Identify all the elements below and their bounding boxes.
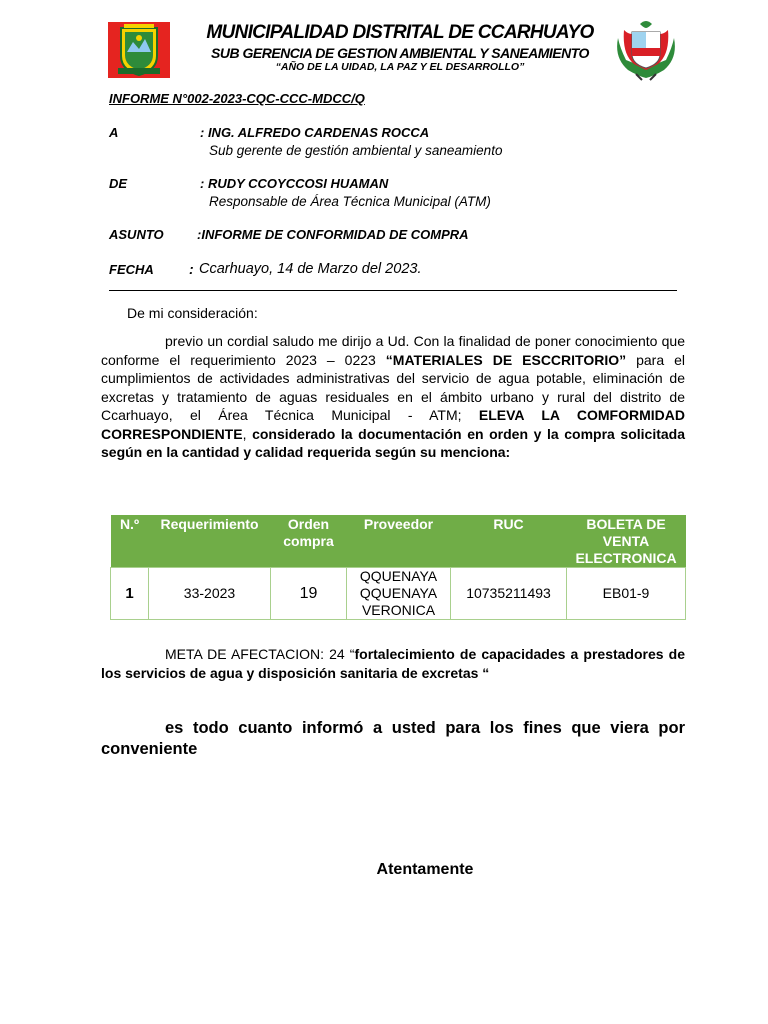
cell-ruc: 10735211493 xyxy=(451,568,567,620)
date-value: Ccarhuayo, 14 de Marzo del 2023. xyxy=(199,261,422,277)
table-header-row xyxy=(111,515,686,568)
cell-invoice: EB01-9 xyxy=(567,568,686,620)
separator-line xyxy=(109,290,677,291)
to-value: : ING. ALFREDO CARDENAS ROCCA xyxy=(200,125,430,140)
col-header-number: N.º xyxy=(111,515,149,568)
subject-label: ASUNTO xyxy=(109,227,164,242)
col-header-order: Orden compra xyxy=(271,515,347,568)
date-label: FECHA xyxy=(109,262,154,277)
closing-statement: es todo cuanto informó a usted para los fines que viera por conveniente xyxy=(101,719,685,758)
municipal-coat-of-arms-logo xyxy=(108,22,170,78)
from-value: : RUDY CCOYCCOSI HUAMAN xyxy=(200,176,389,191)
meta-paragraph xyxy=(101,645,685,683)
from-position: Responsable de Área Técnica Municipal (ATM) xyxy=(209,194,491,209)
cell-provider: QQUENAYA QQUENAYA VERONICA xyxy=(347,568,451,620)
meta-label: META DE AFECTACION: 24 “ xyxy=(165,646,355,662)
paragraph-text-2: para el cumplimientos de actividades administrativas del servicio de agua potable, eliminación de excretas y tratamiento de aguas residuales en el ámbito urbano y rural del distrito de Ccarhuayo, el Área Técnica Municipal - ATM; xyxy=(101,351,685,423)
conformity-statement: ELEVA LA COMFORMIDAD CORRESPONDIENTE xyxy=(101,407,685,442)
cell-number: 1 xyxy=(111,568,149,620)
department-subtitle: SUB GERENCIA DE GESTION AMBIENTAL Y SANEAMIENTO xyxy=(211,45,589,61)
cell-order: 19 xyxy=(271,568,347,620)
paragraph-conclusion: considerado la documentación en orden y la compra solicitada según en la cantidad y calidad requerida según su menciona: xyxy=(101,425,685,460)
col-header-requirement: Requerimiento xyxy=(149,515,271,568)
sign-off: Atentamente xyxy=(376,861,474,878)
col-header-ruc: RUC xyxy=(451,515,567,568)
from-label: DE xyxy=(109,176,128,191)
report-number: INFORME N°002-2023-CQC-CCC-MDCC/Q xyxy=(109,91,365,106)
peru-coat-of-arms-logo xyxy=(612,18,680,82)
col-header-provider: Proveedor xyxy=(347,515,451,568)
paragraph-text-1: previo un cordial saludo me dirijo a Ud. Con la finalidad de poner conocimiento que conforme el requerimiento 2023 – 0223 xyxy=(101,333,685,368)
municipality-title: MUNICIPALIDAD DISTRITAL DE CCARHUAYO xyxy=(206,22,594,43)
table-row xyxy=(111,568,686,620)
year-motto: “AÑO DE LA UIDAD, LA PAZ Y EL DESARROLLO” xyxy=(275,61,525,73)
meta-description: fortalecimiento de capacidades a prestadores de los servicios de agua y disposición sanitaria de excretas “ xyxy=(101,646,685,681)
body-paragraph xyxy=(101,332,685,462)
col-header-invoice: BOLETA DE VENTA ELECTRONICA xyxy=(567,515,686,568)
greeting: De mi consideración: xyxy=(127,305,258,321)
paragraph-comma: , xyxy=(242,425,253,442)
to-position: Sub gerente de gestión ambiental y saneamiento xyxy=(209,143,503,158)
cell-requirement: 33-2023 xyxy=(149,568,271,620)
date-colon: : xyxy=(189,261,194,277)
subject-value: :INFORME DE CONFORMIDAD DE COMPRA xyxy=(197,227,469,242)
to-label: A xyxy=(109,125,119,140)
purchase-table xyxy=(110,515,686,620)
requirement-title: “MATERIALES DE ESCCRITORIO” xyxy=(385,351,627,368)
